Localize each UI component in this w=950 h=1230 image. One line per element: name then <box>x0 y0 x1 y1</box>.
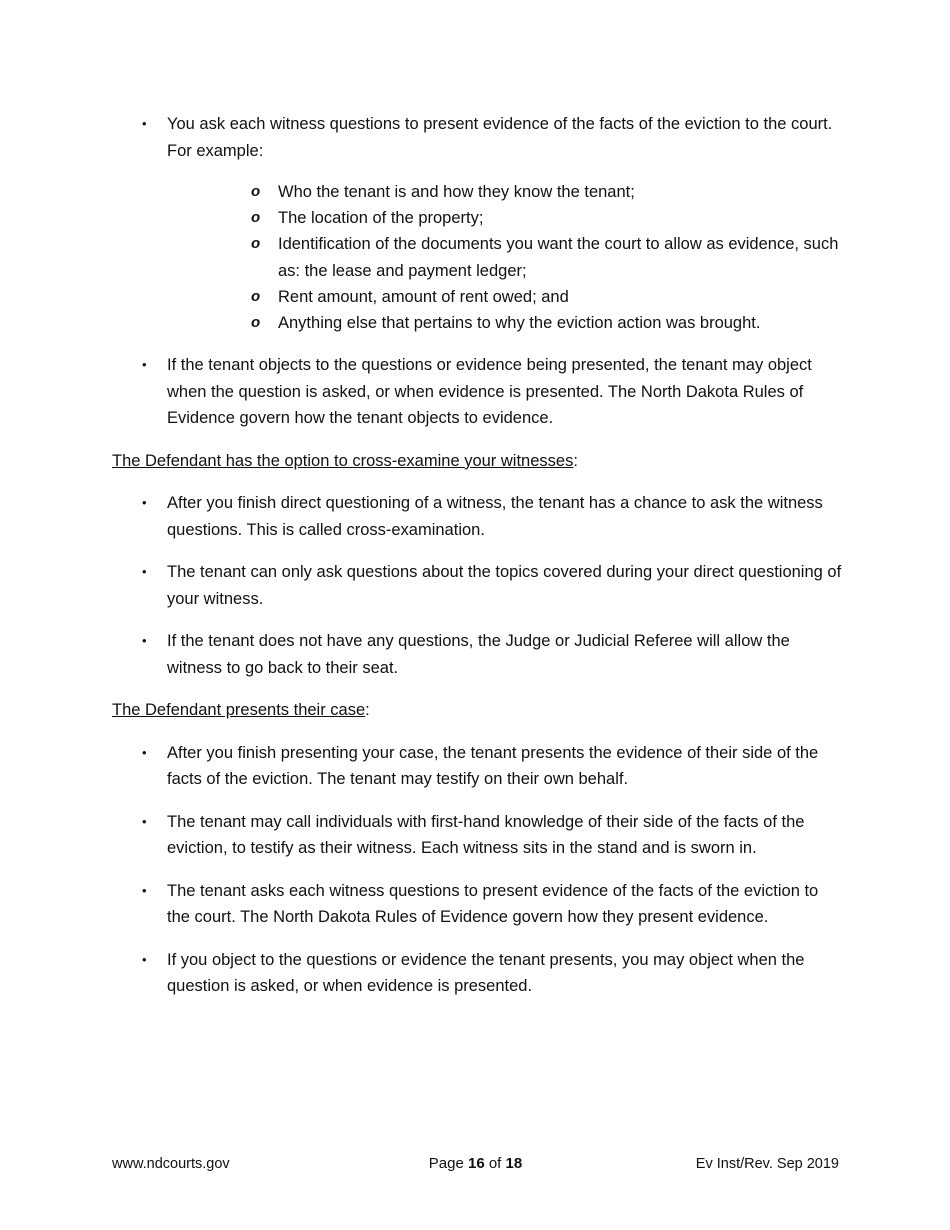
list-item <box>112 947 842 1000</box>
bullet-icon: • <box>142 744 147 760</box>
sub-item-text: Anything else that pertains to why the eviction action was brought. <box>278 314 761 333</box>
circle-bullet-icon: o <box>251 287 261 305</box>
sub-list-item <box>167 231 842 283</box>
bullet-icon: • <box>142 116 147 131</box>
sub-list-item <box>167 310 842 336</box>
bullet-text: After you finish presenting your case, the tenant presents the evidence of their side of the facts of the eviction. The tenant may testify on their own behalf. <box>167 743 819 789</box>
page-current: 16 <box>467 1155 485 1172</box>
circle-bullet-icon: o <box>251 209 261 227</box>
defendant-case-heading <box>112 697 842 724</box>
cross-examine-list <box>112 490 842 681</box>
footer-revision: Ev Inst/Rev. Sep 2019 <box>695 1156 839 1172</box>
list-item <box>112 878 842 931</box>
witness-questions-list <box>112 111 842 432</box>
bullet-icon: • <box>142 357 147 373</box>
circle-bullet-icon: o <box>251 235 261 253</box>
sub-item-text: Identification of the documents you want the court to allow as evidence, such as: the lease and payment ledger; <box>278 235 839 280</box>
bullet-text: The tenant can only ask questions about the topics covered during your direct questioning of your witness. <box>167 563 842 608</box>
sub-item-text: Who the tenant is and how they know the tenant; <box>278 183 635 201</box>
heading-text: The Defendant presents their case <box>112 701 366 720</box>
sub-list-item <box>167 205 842 231</box>
bullet-icon: • <box>142 951 147 967</box>
heading-colon: : <box>573 451 578 470</box>
bullet-icon: • <box>142 633 147 649</box>
list-item <box>112 111 842 336</box>
list-item <box>112 740 842 793</box>
bullet-icon: • <box>142 813 147 829</box>
defendant-case-list <box>112 740 842 1000</box>
sub-item-text: Rent amount, amount of rent owed; and <box>278 287 569 306</box>
bullet-text: If the tenant does not have any questions, the Judge or Judicial Referee will allow the witness to go back to their seat. <box>167 632 790 677</box>
bullet-text: After you finish direct questioning of a witness, the tenant has a chance to ask the witness questions. This is called cross-examination. <box>167 494 823 539</box>
circle-bullet-icon: o <box>251 314 261 332</box>
circle-bullet-icon: o <box>251 183 261 200</box>
list-item <box>112 809 842 862</box>
sub-item-text: The location of the property; <box>278 209 484 228</box>
list-item <box>112 490 842 543</box>
page-content <box>112 111 842 1000</box>
page-word: Page <box>428 1155 464 1172</box>
bullet-text: You ask each witness questions to present evidence of the facts of the eviction to the court. For example: <box>167 115 833 160</box>
bullet-text: The tenant asks each witness questions to present evidence of the facts of the eviction to the court. The North Dakota Rules of Evidence govern how they present evidence. <box>167 881 819 927</box>
page-total: 18 <box>505 1155 523 1172</box>
heading-text: The Defendant has the option to cross-examine your witnesses <box>112 451 574 470</box>
page-of: of <box>488 1155 502 1172</box>
heading-colon: : <box>365 701 370 720</box>
bullet-text: If you object to the questions or evidence the tenant presents, you may object when the question is asked, or when evidence is presented. <box>167 950 805 996</box>
bullet-text: If the tenant objects to the questions or evidence being presented, the tenant may object when the question is asked, or when evidence is presented. The North Dakota Rules of Evidence govern how the tenant objects to evidence. <box>167 356 812 428</box>
list-item <box>112 352 842 432</box>
bullet-text: The tenant may call individuals with first-hand knowledge of their side of the facts of the eviction, to testify as their witness. Each witness sits in the stand and is sworn in. <box>167 812 805 858</box>
list-item <box>112 628 842 681</box>
cross-examine-heading <box>112 448 842 475</box>
list-item <box>112 559 842 612</box>
bullet-icon: • <box>142 882 147 898</box>
bullet-icon: • <box>142 495 147 511</box>
page-footer <box>112 1152 839 1176</box>
sub-list-item <box>167 179 842 205</box>
footer-website: www.ndcourts.gov <box>112 1156 230 1172</box>
bullet-icon: • <box>142 564 147 580</box>
sub-list-item <box>167 284 842 310</box>
example-sub-list <box>167 179 842 336</box>
